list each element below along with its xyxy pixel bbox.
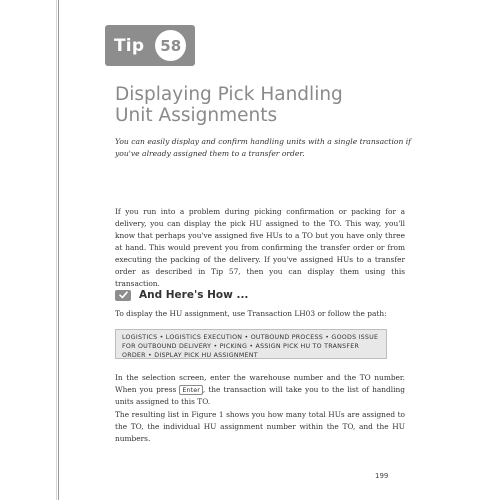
body-paragraph-3: The resulting list in Figure 1 shows you how many total HUs are assigned to the TO, the individual HU assignment number within the TO, and the HU numbers. xyxy=(115,410,405,443)
body-paragraph-2 xyxy=(115,372,405,408)
enter-key: Enter xyxy=(179,385,202,395)
lead-paragraph: You can easily display and confirm handling units with a single transaction if you've already assigned them to a transfer order. xyxy=(115,137,411,158)
tip-label: Tip xyxy=(114,35,145,56)
how-heading-row xyxy=(115,289,248,301)
checkmark-icon xyxy=(115,290,131,301)
how-heading: And Here's How ... xyxy=(139,289,249,301)
tip-badge xyxy=(105,25,195,66)
paragraph-2-end: , the transaction will take you to the list of handling units assigned to this TO. xyxy=(115,385,405,406)
page-shadow-line xyxy=(56,0,57,500)
title-line-1: Displaying Pick Handling xyxy=(115,84,343,105)
menu-path-box: LOGISTICS • LOGISTICS EXECUTION • OUTBOUND PROCESS • GOODS ISSUE FOR OUTBOUND DELIVERY • PICKING • ASSIGN PICK HU TO TRANSFER ORDER • DISPLAY PICK HU ASSIGNMENT xyxy=(115,329,387,359)
path-intro: To display the HU assignment, use Transaction LH03 or follow the path: xyxy=(115,309,387,318)
page-left-edge xyxy=(58,0,59,500)
tip-number: 58 xyxy=(155,30,186,61)
page-title xyxy=(115,84,415,126)
paragraph-2-start: In the selection screen, enter the warehouse number and the TO number. When you press xyxy=(115,373,405,394)
body-paragraph-1: If you run into a problem during picking confirmation or packing for a delivery, you can display the pick HU assigned to the TO. This way, you'll know that perhaps you've assigned five HUs to a TO but you have only three at hand. This would prevent you from confirming the transfer order or from executing the packing of the delivery. If you've assigned HUs to a transfer order as described in Tip 57, then you can display them using this transaction. xyxy=(115,207,405,288)
page-number: 199 xyxy=(375,472,389,480)
title-line-2: Unit Assignments xyxy=(115,105,278,126)
